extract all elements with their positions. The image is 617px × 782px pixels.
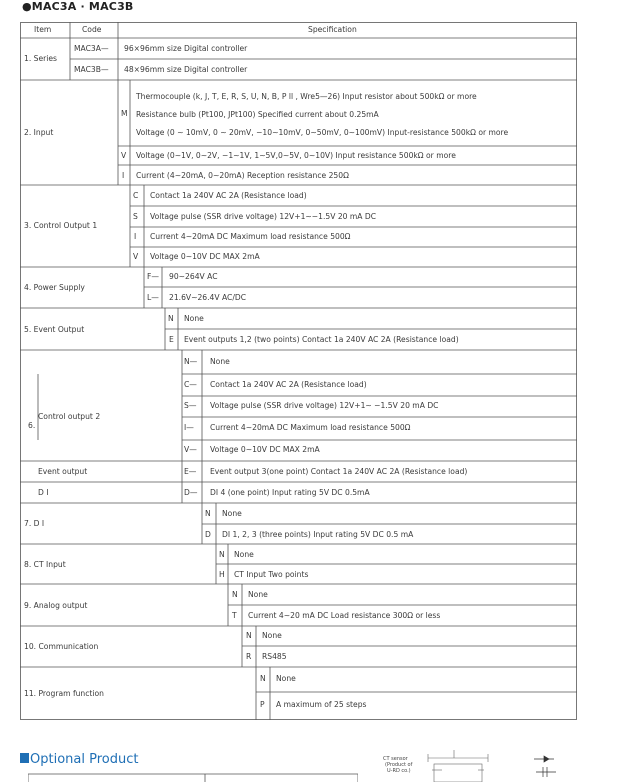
row-label-analog: 9. Analog output (24, 601, 88, 610)
comm-spec-n: None (262, 631, 282, 640)
power-code-f: F— (147, 272, 159, 281)
row-label-di: 7. D I (24, 519, 45, 528)
opt6-spec-c: Contact 1a 240V AC 2A (Resistance load) (210, 380, 367, 389)
ctrl1-spec-v: Voltage 0~10V DC MAX 2mA (150, 252, 260, 261)
ctrl1-spec-s: Voltage pulse (SSR drive voltage) 12V+1~−1.5V 20 mA DC (150, 212, 377, 221)
wiring-symbol-icon (532, 752, 562, 780)
opt6-code-i: I— (184, 423, 194, 432)
page-title: ●MAC3A · MAC3B (22, 0, 134, 13)
series-code-a: MAC3A— (74, 44, 109, 53)
opt6-code-v: V— (184, 445, 197, 454)
di-code-n: N (205, 509, 211, 518)
ct-caption-1: CT sensor (383, 756, 408, 762)
prog-spec-n: None (276, 674, 296, 683)
opt6-code-e: E— (184, 467, 197, 476)
event-spec-n: None (184, 314, 204, 323)
optional-table-top (28, 772, 358, 782)
comm-code-r: R (246, 652, 252, 661)
ct-spec-n: None (234, 550, 254, 559)
opt6-sub-ctrl2: Control output 2 (38, 412, 101, 421)
ct-sensor-drawing-icon (418, 750, 498, 782)
input-code-i: I (122, 171, 125, 180)
row-label-ct: 8. CT Input (24, 560, 66, 569)
ctrl1-code-c: C (133, 191, 139, 200)
row-label-input: 2. Input (24, 128, 54, 137)
ct-caption-2: (Product of (385, 762, 413, 768)
opt6-spec-n: None (210, 357, 230, 366)
header-item: Item (34, 25, 52, 34)
comm-code-n: N (246, 631, 252, 640)
optional-product-heading: Optional Product (30, 752, 139, 767)
opt6-spec-e: Event output 3(one point) Contact 1a 240V AC 2A (Resistance load) (210, 467, 468, 476)
opt6-code-c: C— (184, 380, 197, 389)
input-spec-m3: Voltage (0 ~ 10mV, 0 ~ 20mV, −10~10mV, 0~50mV, 0~100mV) Input-resistance 500kΩ or more (136, 128, 509, 137)
event-spec-e: Event outputs 1,2 (two points) Contact 1a 240V AC 2A (Resistance load) (184, 335, 459, 344)
row-label-prog: 11. Program function (24, 689, 104, 698)
comm-spec-r: RS485 (262, 652, 287, 661)
input-spec-v: Voltage (0~1V, 0~2V, −1~1V, 1~5V,0~5V, 0~10V) Input resistance 500kΩ or more (136, 151, 456, 160)
prog-code-n: N (260, 674, 266, 683)
opt6-sub-event: Event output (38, 467, 88, 476)
ctrl1-code-i: I (134, 232, 137, 241)
row-label-power: 4. Power Supply (24, 283, 85, 292)
series-spec-b: 48×96mm size Digital controller (124, 65, 248, 74)
series-spec-a: 96×96mm size Digital controller (124, 44, 248, 53)
input-spec-m2: Resistance bulb (Pt100, JPt100) Specified current about 0.25mA (136, 110, 379, 119)
analog-spec-t: Current 4~20 mA DC Load resistance 300Ω or less (248, 611, 441, 620)
input-spec-i: Current (4~20mA, 0~20mA) Reception resistance 250Ω (136, 171, 349, 180)
opt6-spec-v: Voltage 0~10V DC MAX 2mA (210, 445, 320, 454)
analog-code-n: N (232, 590, 238, 599)
section-marker-icon (20, 753, 29, 763)
prog-spec-p: A maximum of 25 steps (276, 700, 367, 709)
ctrl1-spec-c: Contact 1a 240V AC 2A (Resistance load) (150, 191, 307, 200)
power-spec-l: 21.6V~26.4V AC/DC (169, 293, 247, 302)
analog-code-t: T (232, 611, 237, 620)
row-label-ctrl1: 3. Control Output 1 (24, 221, 98, 230)
ctrl1-code-s: S (133, 212, 138, 221)
header-spec: Specification (308, 25, 357, 34)
spec-table (20, 22, 577, 720)
opt6-spec-i: Current 4~20mA DC Maximum load resistance 500Ω (210, 423, 411, 432)
analog-spec-n: None (248, 590, 268, 599)
row-label-comm: 10. Communication (24, 642, 99, 651)
series-code-b: MAC3B— (74, 65, 109, 74)
row-label-series: 1. Series (24, 54, 58, 63)
ctrl1-spec-i: Current 4~20mA DC Maximum load resistance 500Ω (150, 232, 351, 241)
opt6-code-n: N— (184, 357, 198, 366)
header-code: Code (82, 25, 102, 34)
opt6-sub-di: D I (38, 488, 49, 497)
opt6-spec-s: Voltage pulse (SSR drive voltage) 12V+1~ −1.5V 20 mA DC (210, 401, 439, 410)
power-spec-f: 90~264V AC (169, 272, 218, 281)
di-spec-n: None (222, 509, 242, 518)
input-code-v: V (121, 151, 127, 160)
ct-spec-h: CT Input Two points (234, 570, 309, 579)
ctrl1-code-v: V (133, 252, 139, 261)
event-code-n: N (168, 314, 174, 323)
row-label-event: 5. Event Output (24, 325, 85, 334)
input-code-m: M (121, 109, 128, 118)
opt6-spec-d: DI 4 (one point) Input rating 5V DC 0.5mA (210, 488, 370, 497)
event-code-e: E (169, 335, 174, 344)
power-code-l: L— (147, 293, 159, 302)
opt6-code-d: D— (184, 488, 198, 497)
prog-code-p: P (260, 700, 265, 709)
input-spec-m1: Thermocouple (k, J, T, E, R, S, U, N, B, P ll , Wre5—26) Input resistor about 500kΩ or more (136, 92, 477, 101)
di-spec-d: DI 1, 2, 3 (three points) Input rating 5V DC 0.5 mA (222, 530, 414, 539)
row-label-opt6: 6. (28, 421, 36, 430)
ct-code-n: N (219, 550, 225, 559)
opt6-code-s: S— (184, 401, 197, 410)
di-code-d: D (205, 530, 211, 539)
ct-code-h: H (219, 570, 225, 579)
ct-caption-3: U-RD co.) (387, 768, 411, 774)
